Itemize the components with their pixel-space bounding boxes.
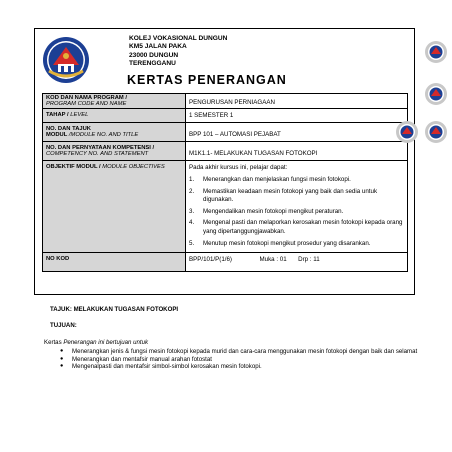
list-item: ● Menerangkan dan mentafsir manual arahan fotostat — [60, 355, 212, 363]
objectives-intro: Pada akhir kursus ini, pelajar dapat: — [189, 164, 288, 171]
page-number: Muka : 01 — [259, 256, 287, 264]
college-emblem-icon — [424, 40, 448, 64]
objectives-list — [189, 176, 404, 248]
module-label: NO. DAN TAJUK MODUL /MODULE NO. AND TITLE — [43, 123, 186, 142]
college-address — [129, 35, 227, 68]
module-value: BPP 101 – AUTOMASI PEJABAT — [186, 123, 408, 142]
purpose-heading: TUJUAN: — [50, 322, 77, 329]
purpose-intro: Kertas Penerangan ini bertujuan untuk — [44, 339, 149, 346]
page-total: Drp : 11 — [298, 256, 320, 264]
list-item: 4. Mengenal pasti dan melaporkan kerosakan mesin fotokopi kepada orang yang dipertanggungjawabkan. — [189, 219, 403, 235]
list-item: 3. Mengendalikan mesin fotokopi mengikut peraturan. — [189, 207, 344, 215]
section-heading: TAJUK: MELAKUKAN TUGASAN FOTOKOPI — [50, 306, 179, 313]
college-logo — [41, 35, 91, 85]
objectives-label: OBJEKTIF MODUL / MODULE OBJECTIVES — [43, 161, 186, 253]
program-code-label: KOD DAN NAMA PROGRAM / PROGRAM CODE AND NAME — [43, 94, 186, 109]
program-code-value: PENGURUSAN PERNIAGAAN — [186, 94, 408, 109]
list-item: ● Mengenalpasti dan mentafsir simbol-simbol kerosakan mesin fotokopi. — [60, 363, 262, 371]
college-name: KOLEJ VOKASIONAL DUNGUN — [129, 35, 228, 42]
list-item: 2. Memastikan keadaan mesin fotokopi yang baik dan sedia untuk digunakan. — [189, 187, 378, 204]
info-table — [42, 93, 408, 272]
list-item: 5. Menutup mesin fotokopi mengikut prosedur yang disarankan. — [189, 239, 371, 247]
address-line-1: KM5 JALAN PAKA — [129, 43, 187, 51]
address-line-2: 23000 DUNGUN — [129, 51, 179, 59]
document-sheet — [34, 28, 415, 295]
table-row — [43, 123, 408, 142]
address-line-3: TERENGGANU — [129, 59, 176, 67]
college-emblem-icon — [424, 82, 448, 106]
list-item: ● Menerangkan jenis & fungsi mesin fotokopi kepada murid dan cara-cara menggunakan mesin fotokopi dengan baik dan selamat — [60, 348, 418, 355]
table-row — [43, 161, 408, 253]
table-row — [43, 109, 408, 123]
table-row — [43, 253, 408, 272]
code-number-label: NO KOD — [43, 253, 186, 272]
document-title: KERTAS PENERANGAN — [127, 73, 287, 87]
level-label: TAHAP / LEVEL — [43, 109, 186, 123]
code-number-value: BPP/101/P(1/6) Muka : 01 Drp : 11 — [186, 253, 408, 272]
competency-value: M1K1.1- MELAKUKAN TUGASAN FOTOKOPI — [186, 142, 408, 161]
objectives-value — [186, 161, 408, 253]
table-row — [43, 142, 408, 161]
college-emblem-icon — [395, 120, 419, 144]
level-value: 1 SEMESTER 1 — [186, 109, 408, 123]
competency-label: NO. DAN PERNYATAAN KOMPETENSI / COMPETENCY NO. AND STATEMENT — [43, 142, 186, 161]
college-emblem-icon — [424, 120, 448, 144]
table-row — [43, 94, 408, 109]
purpose-list — [60, 348, 420, 371]
list-item: 1. Menerangkan dan menjelaskan fungsi mesin fotokopi. — [189, 176, 351, 183]
